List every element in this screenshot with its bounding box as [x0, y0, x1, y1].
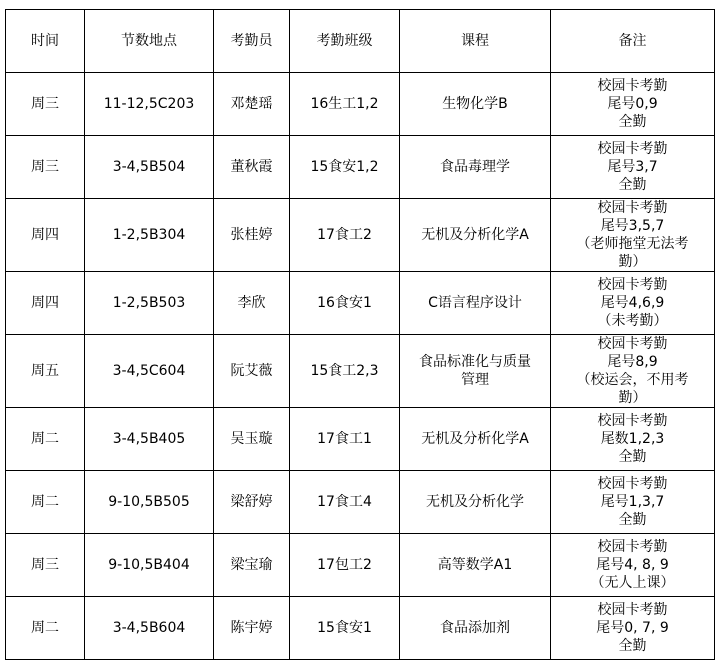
cell-session-location: 1-2,5B304 [85, 199, 214, 272]
header-course: 课程 [400, 10, 551, 73]
note-line: 尾号1,3,7 [600, 494, 665, 510]
cell-attendant: 梁舒婷 [214, 471, 290, 534]
note-line: 校园卡考勤 [597, 539, 668, 555]
table-row [6, 471, 715, 534]
note-line: （无人上课） [590, 575, 675, 591]
table-body [6, 73, 715, 660]
cell-notes [551, 73, 715, 136]
cell-attendant: 阮艾薇 [214, 335, 290, 408]
cell-session-location: 11-12,5C203 [85, 73, 214, 136]
cell-attendant: 董秋霞 [214, 136, 290, 199]
cell-course: 食品添加剂 [400, 597, 551, 660]
note-line: 校园卡考勤 [597, 336, 668, 352]
table-row [6, 136, 715, 199]
cell-day: 周三 [6, 534, 85, 597]
note-line: 尾号8,9 [607, 354, 658, 370]
cell-day: 周四 [6, 199, 85, 272]
cell-notes [551, 136, 715, 199]
note-line: 全勤 [618, 449, 647, 465]
note-line: 勤） [618, 390, 647, 406]
cell-course: 无机及分析化学A [400, 199, 551, 272]
note-line: 校园卡考勤 [597, 413, 668, 429]
cell-class: 17食工4 [290, 471, 400, 534]
note-line: 校园卡考勤 [597, 476, 668, 492]
note-line: 全勤 [618, 638, 647, 654]
cell-attendant: 张桂婷 [214, 199, 290, 272]
cell-session-location: 3-4,5B604 [85, 597, 214, 660]
note-line: 校园卡考勤 [597, 277, 668, 293]
cell-attendant: 陈宇婷 [214, 597, 290, 660]
cell-session-location: 9-10,5B404 [85, 534, 214, 597]
table-row [6, 534, 715, 597]
note-line: 全勤 [618, 114, 647, 130]
header-notes: 备注 [551, 10, 715, 73]
cell-session-location: 1-2,5B503 [85, 272, 214, 335]
cell-day: 周三 [6, 136, 85, 199]
cell-session-location: 3-4,5C604 [85, 335, 214, 408]
header-row [6, 10, 715, 73]
cell-class: 16食安1 [290, 272, 400, 335]
note-line: （未考勤） [597, 313, 668, 329]
note-line: （校运会，不用考 [576, 372, 689, 388]
cell-day: 周二 [6, 408, 85, 471]
cell-course: 高等数学A1 [400, 534, 551, 597]
note-line: 尾号0, 7, 9 [596, 620, 669, 636]
cell-notes [551, 534, 715, 597]
cell-day: 周二 [6, 597, 85, 660]
note-line: 校园卡考勤 [597, 78, 668, 94]
cell-course: 生物化学B [400, 73, 551, 136]
cell-class: 16生工1,2 [290, 73, 400, 136]
cell-session-location: 3-4,5B504 [85, 136, 214, 199]
header-class: 考勤班级 [290, 10, 400, 73]
table-row [6, 73, 715, 136]
attendance-table [5, 9, 715, 660]
cell-course: 食品标准化与质量 管理 [400, 335, 551, 408]
note-line: 勤） [618, 254, 647, 270]
note-line: 尾数1,2,3 [600, 431, 665, 447]
note-line: 校园卡考勤 [597, 602, 668, 618]
note-line: 尾号3,7 [607, 159, 658, 175]
cell-class: 17包工2 [290, 534, 400, 597]
cell-course: 无机及分析化学 [400, 471, 551, 534]
note-line: 尾号4,6,9 [600, 295, 665, 311]
cell-attendant: 邓楚瑶 [214, 73, 290, 136]
note-line: 校园卡考勤 [597, 141, 668, 157]
cell-course: C语言程序设计 [400, 272, 551, 335]
cell-day: 周三 [6, 73, 85, 136]
cell-notes [551, 199, 715, 272]
table-row [6, 597, 715, 660]
note-line: 校园卡考勤 [597, 200, 668, 216]
cell-session-location: 3-4,5B405 [85, 408, 214, 471]
table-row [6, 199, 715, 272]
cell-class: 15食安1 [290, 597, 400, 660]
note-line: 尾号4, 8, 9 [596, 557, 669, 573]
header-time: 时间 [6, 10, 85, 73]
cell-class: 17食工2 [290, 199, 400, 272]
table-row [6, 272, 715, 335]
table-header [6, 10, 715, 73]
cell-course: 食品毒理学 [400, 136, 551, 199]
cell-day: 周二 [6, 471, 85, 534]
cell-notes [551, 471, 715, 534]
note-line: 全勤 [618, 512, 647, 528]
cell-attendant: 梁宝瑜 [214, 534, 290, 597]
cell-class: 17食工1 [290, 408, 400, 471]
cell-class: 15食安1,2 [290, 136, 400, 199]
cell-notes [551, 335, 715, 408]
note-line: （老师拖堂无法考 [576, 236, 689, 252]
note-line: 尾号0,9 [607, 96, 658, 112]
note-line: 尾号3,5,7 [600, 218, 665, 234]
header-attendant: 考勤员 [214, 10, 290, 73]
note-line: 全勤 [618, 177, 647, 193]
cell-class: 15食工2,3 [290, 335, 400, 408]
cell-notes [551, 597, 715, 660]
cell-day: 周四 [6, 272, 85, 335]
cell-attendant: 李欣 [214, 272, 290, 335]
cell-notes [551, 408, 715, 471]
header-session-location: 节数地点 [85, 10, 214, 73]
cell-notes [551, 272, 715, 335]
cell-course: 无机及分析化学A [400, 408, 551, 471]
table-row [6, 335, 715, 408]
cell-day: 周五 [6, 335, 85, 408]
table-row [6, 408, 715, 471]
cell-attendant: 吴玉璇 [214, 408, 290, 471]
cell-session-location: 9-10,5B505 [85, 471, 214, 534]
